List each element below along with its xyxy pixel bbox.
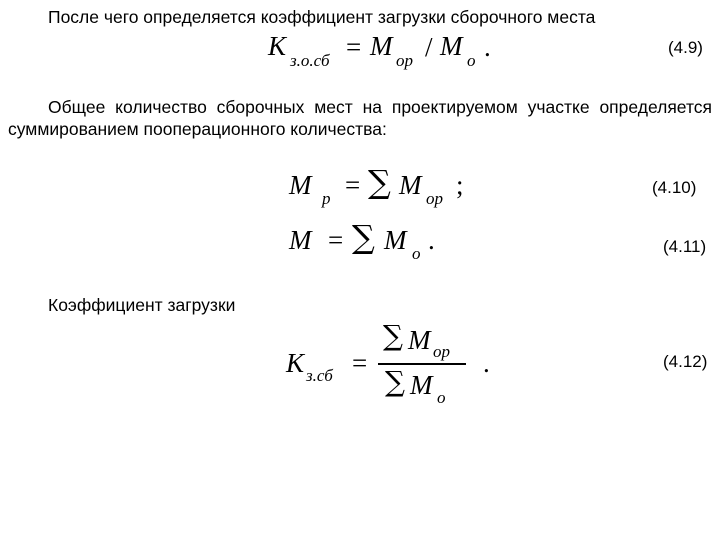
f412-den-sum: ∑ [385, 365, 405, 398]
f412-k: K [286, 348, 305, 378]
f412-den-sub: о [437, 388, 446, 407]
f412-end: . [483, 348, 490, 378]
f412-eq: = [352, 348, 368, 378]
f411-m-sub: о [412, 244, 421, 263]
load-factor-label: Коэффициент загрузки [48, 295, 236, 315]
f49-eq: = [346, 32, 362, 62]
intro-text: После чего определяется коэффициент загрузки сборочного места [48, 7, 596, 27]
f410-m-sub: ор [426, 189, 443, 208]
equation-number-4-10: (4.10) [652, 178, 697, 197]
paragraph-text: Общее количество сборочных мест на проектируемом участке определяется суммированием пооперационного количества: [8, 97, 712, 139]
f412-k-sub: з.сб [306, 366, 333, 385]
f410-sum: ∑ [368, 163, 391, 201]
f411-eq: = [328, 225, 344, 255]
f412-num-m: M [408, 325, 431, 355]
f410-m: M [399, 170, 422, 200]
equation-number-4-9: (4.9) [668, 38, 703, 57]
f49-k-sub: з.о.сб [290, 51, 330, 70]
f411-m: M [384, 225, 407, 255]
f412-num-sum: ∑ [383, 319, 403, 352]
f49-slash: / [425, 32, 433, 62]
f411-lhs: M [289, 225, 312, 255]
f49-m2: M [440, 31, 463, 61]
f49-m1-sub: ор [396, 51, 413, 70]
f412-num-sub: ор [433, 342, 450, 361]
f49-k: K [268, 31, 287, 61]
f411-sum: ∑ [352, 218, 375, 256]
f49-m1: M [370, 31, 393, 61]
equation-number-4-12: (4.12) [663, 352, 708, 371]
f412-den-m: M [410, 370, 433, 400]
f49-m2-sub: о [467, 51, 476, 70]
f411-end: . [428, 225, 435, 255]
f410-lhs: M [289, 170, 312, 200]
f410-eq: = [345, 170, 361, 200]
f410-lhs-sub: р [322, 189, 331, 208]
equation-number-4-11: (4.11) [663, 237, 707, 256]
f49-end: . [484, 32, 491, 62]
f410-end: ; [456, 170, 464, 200]
